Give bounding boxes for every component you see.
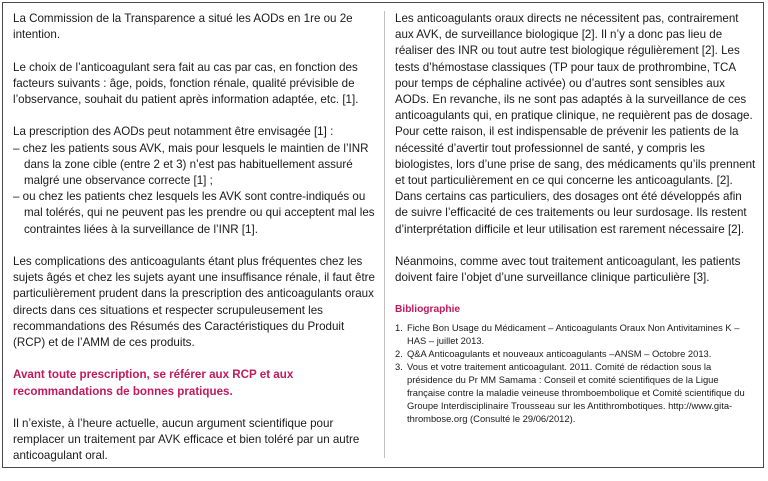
paragraph-no-argument: Il n’existe, à l’heure actuelle, aucun argument scientifique pour remplacer un traitement par AVK efficace et bien toléré par un autre anticoagulant oral.	[13, 417, 360, 463]
paragraph-biological-surveillance: Les anticoagulants oraux directs ne nécessitent pas, contrairement aux AVK, de surveillance biologique [2]. Il n’y a donc pas lieu de réaliser des INR ou tout autre test biologique régulièrement [2]. Les tests d’hémostase classiques (TP pour taux de prothrombine, TCA pour temps de céphaline activée) ou d’autres sont sensibles aux AODs. En revanche, ils ne sont pas adaptés à la surveillance de ces anticoagulants qui, en pratique clinique, ne requièrent pas de dosage. Pour cette raison, il est indispensable de prévenir les patients de la nécessité d’avertir tout professionnel de santé, y compris les biologistes, lors d’une prise de sang, des médicaments qu’ils prennent et tout particulièrement en ce qui concerne les anticoagulants. [2]. Dans certains cas particuliers, des dosages ont été développés afin de suivre l’efficacité de ces traitements ou leur surdosage. Ils restent d’interprétation difficile et leur utilisation est rarement nécessaire [2].	[395, 12, 756, 236]
paragraph-aod-intention: La Commission de la Transparence a situé les AODs en 1re ou 2e intention.	[13, 12, 353, 42]
right-column	[395, 11, 757, 425]
paragraph-choice-factors: Le choix de l’anticoagulant sera fait au cas par cas, en fonction des facteurs suivants : âge, poids, fonction rénale, qualité prévisible de l’observance, souhait du patient après information adaptée, etc. [1].	[13, 60, 359, 106]
prescription-intro: La prescription des AODs peut notamment être envisagée [1] :	[13, 125, 334, 139]
bibliography-item: 1. Fiche Bon Usage du Médicament – Anticoagulants Oraux Non Antivitamines K – HAS – juillet 2013.	[395, 321, 740, 346]
bibliography-title: Bibliographie	[395, 303, 461, 315]
bibliography-item: 2. Q&A Anticoagulants et nouveaux anticoagulants –ANSM – Octobre 2013.	[395, 347, 712, 359]
bibliography-item: 3. Vous et votre traitement anticoagulant. 2011. Comité de rédaction sous la présidence du Pr MM Samama : Conseil et comité scientifiques de la Ligue française contre la maladie veineuse thromboembolique et Comité scientifique du Groupe Interdisciplinaire Trousseau sur les Antithrombotiques. http://www.gita-thrombose.org (Consulté le 29/06/2012).	[395, 360, 745, 425]
paragraph-complications: Les complications des anticoagulants étant plus fréquentes chez les sujets âgés et chez les sujets ayant une insuffisance rénale, il faut être particulièrement prudent dans la prescription des anticoagulants oraux directs dans ces situations et respecter scrupuleusement les recommandations des Résumés des Caractéristiques du Produit (RCP) et de l’AMM de ces produits.	[13, 255, 375, 350]
bibliography-list	[395, 321, 757, 426]
paragraph-clinical-surveillance: Néanmoins, comme avec tout traitement anticoagulant, les patients doivent faire l’objet d’une surveillance clinique particulière [3].	[395, 255, 741, 285]
prescription-item-1: – chez les patients sous AVK, mais pour lesquels le maintien de l’INR dans la zone cible (entre 2 et 3) n’est pas habituellement assuré malgré une observance correcte [1] ;	[13, 141, 369, 187]
prescription-item-2: – ou chez les patients chez lesquels les AVK sont contre-indiqués ou mal tolérés, qui ne peuvent pas les prendre ou qui acceptent mal les contraintes liées à la surveillance de l’INR [1].	[13, 190, 375, 236]
highlight-warning: Avant toute prescription, se référer aux RCP et aux recommandations de bonnes pratiques.	[13, 368, 294, 398]
paragraph-prescription	[13, 124, 375, 237]
column-divider	[384, 11, 385, 458]
document-frame	[2, 2, 764, 468]
left-column	[13, 11, 375, 481]
